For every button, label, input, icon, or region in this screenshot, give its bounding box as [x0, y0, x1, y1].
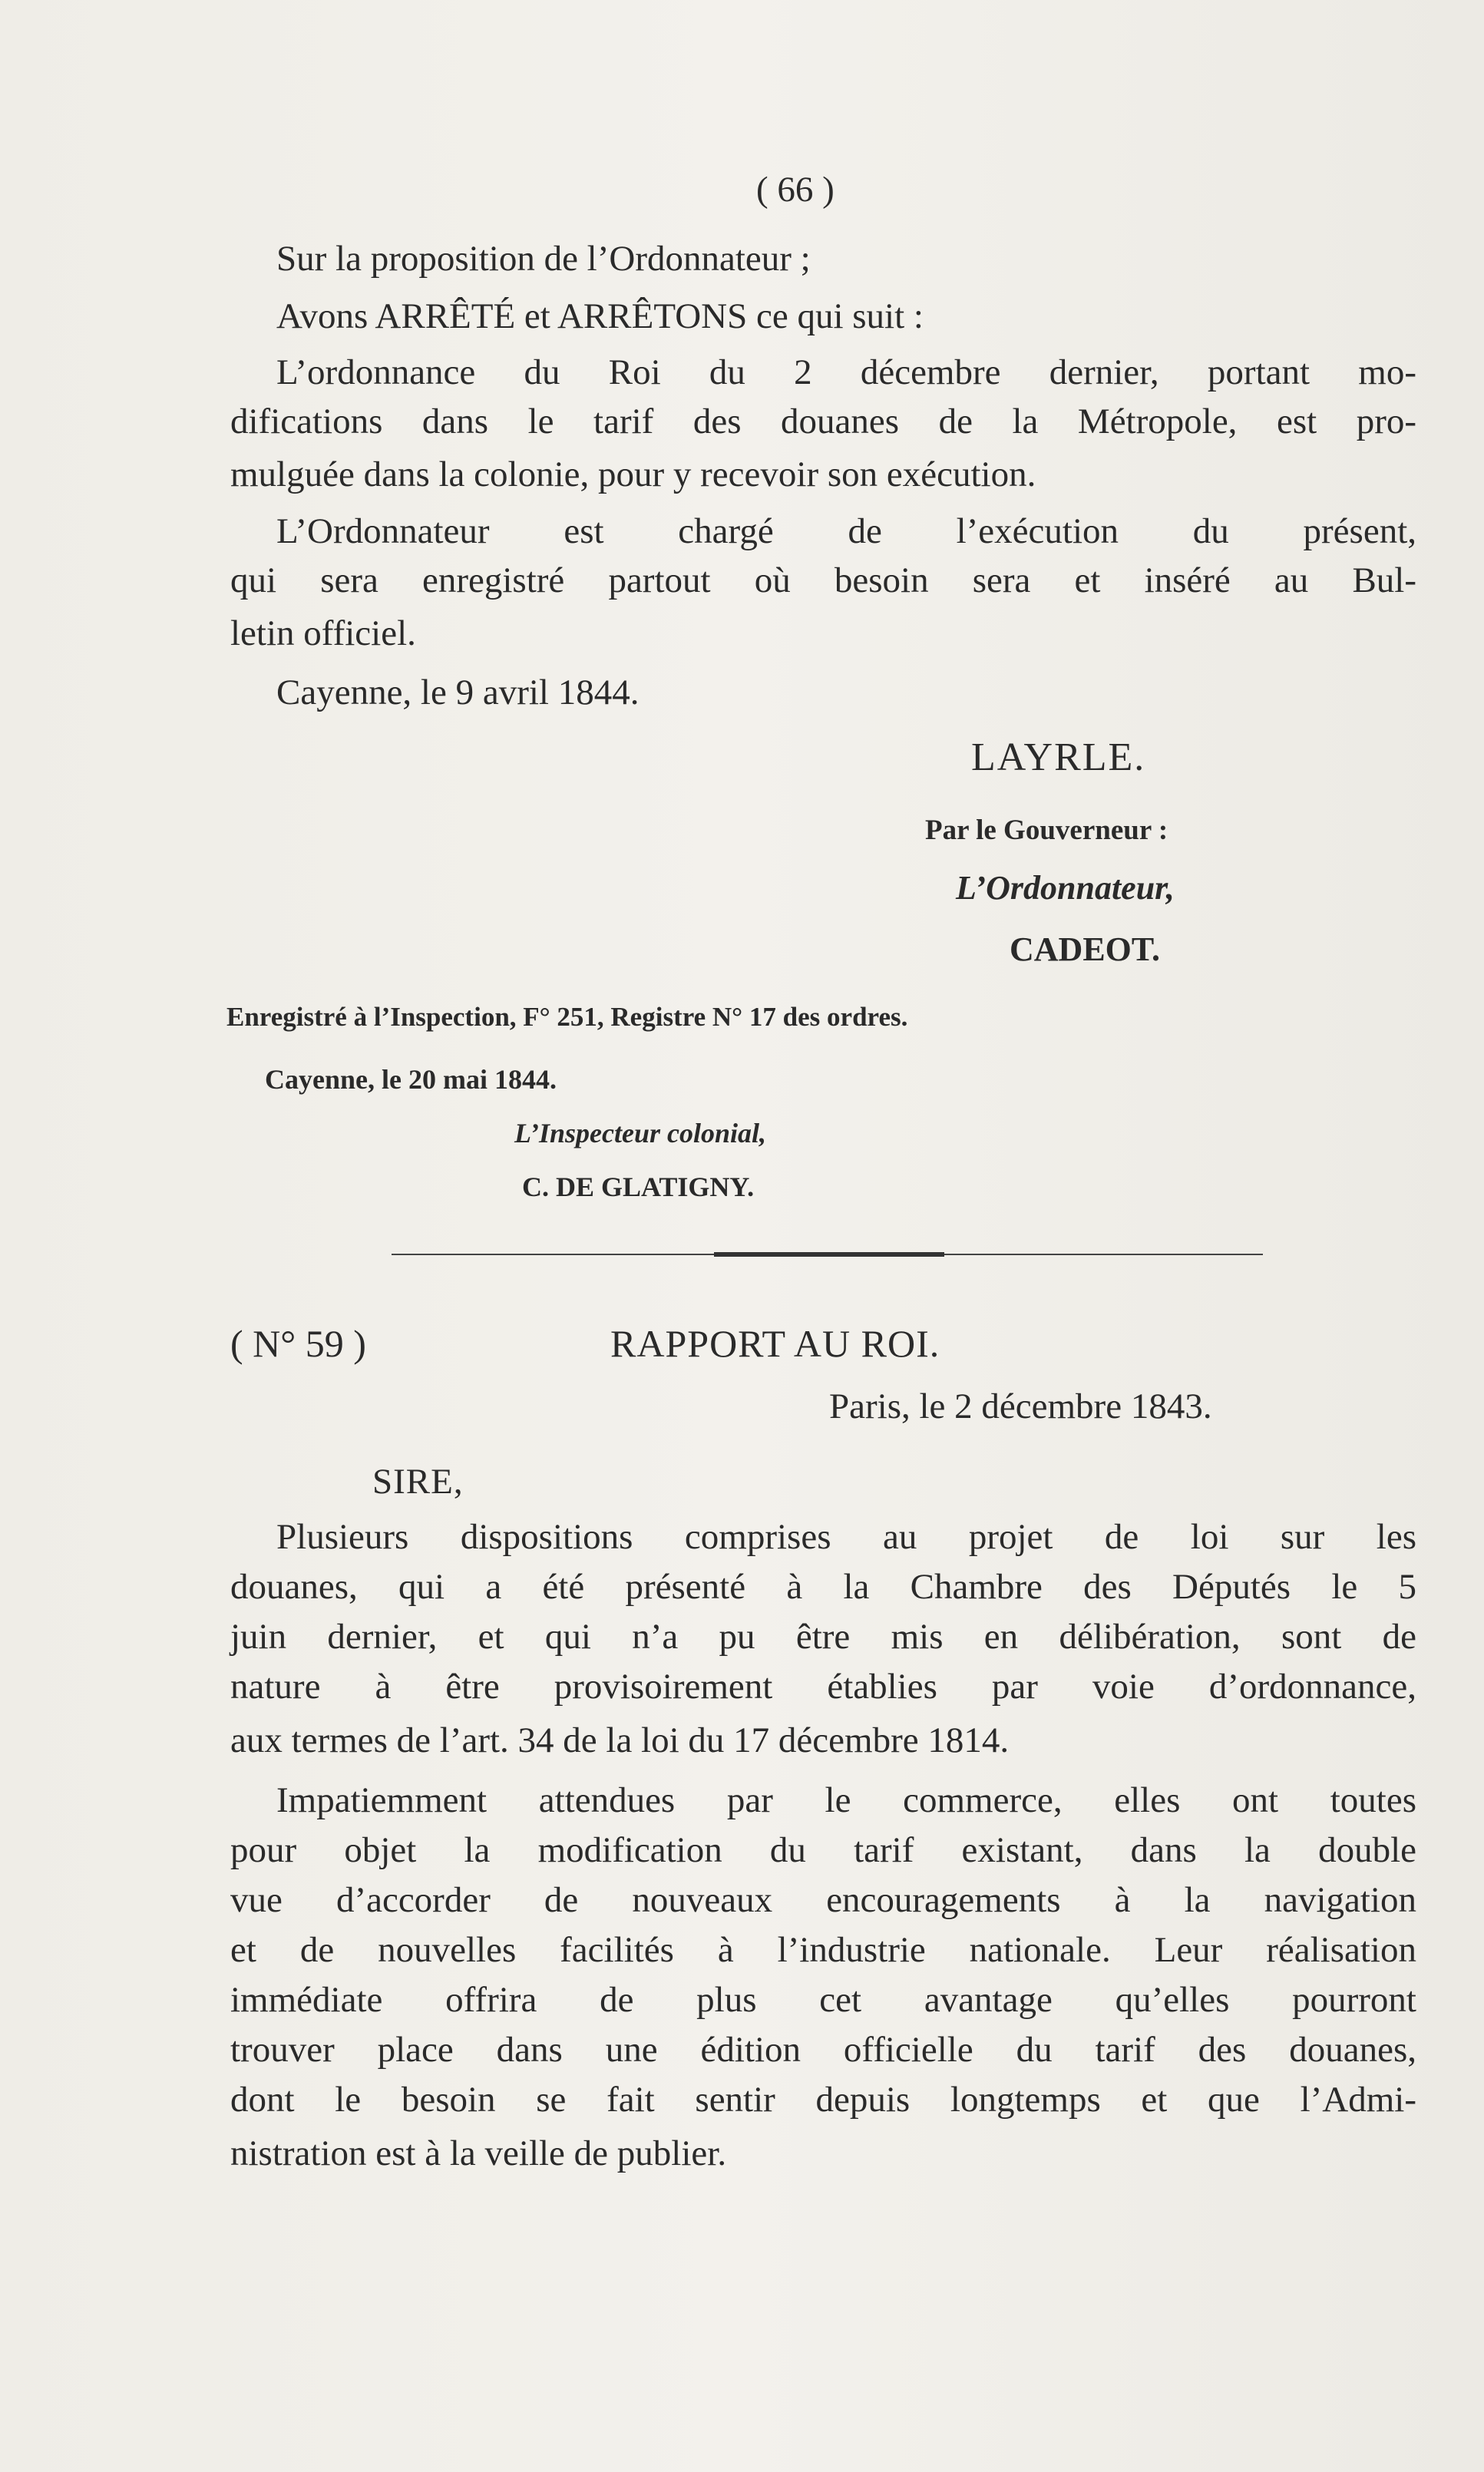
par-le-gouverneur: Par le Gouverneur : [925, 815, 1168, 846]
report-para-2-line-3: vue d’accorder de nouveaux encouragements à la navigation [230, 1880, 1416, 1920]
report-para-2-line-7: dont le besoin se fait sentir depuis longtemps et que l’Admi- [230, 2080, 1416, 2120]
report-para-2-line-4: et de nouvelles facilités à l’industrie nationale. Leur réalisation [230, 1930, 1416, 1970]
separator-rule-center [714, 1252, 944, 1257]
report-para-1-line-4: nature à être provisoirement établies par voie d’ordonnance, [230, 1667, 1416, 1707]
report-dateline: Paris, le 2 décembre 1843. [829, 1386, 1212, 1426]
report-para-2-line-8: nistration est à la veille de publier. [230, 2133, 727, 2173]
registration-date: Cayenne, le 20 mai 1844. [265, 1064, 557, 1095]
arrete-line-2: Avons ARRÊTÉ et ARRÊTONS ce qui suit : [276, 296, 924, 336]
report-title: RAPPORT AU ROI. [610, 1322, 940, 1365]
arrete-date-line: Cayenne, le 9 avril 1844. [276, 673, 640, 712]
report-para-1-line-2: douanes, qui a été présenté à la Chambre des Députés le 5 [230, 1567, 1416, 1607]
report-para-1-line-1: Plusieurs dispositions comprises au projet de loi sur les [276, 1517, 1416, 1557]
arrete-para-1-line-1: L’ordonnance du Roi du 2 décembre dernier, portant mo- [276, 352, 1416, 392]
registration-line: Enregistré à l’Inspection, F° 251, Registre N° 17 des ordres. [226, 1002, 908, 1032]
report-para-2-line-6: trouver place dans une édition officielle du tarif des douanes, [230, 2030, 1416, 2070]
report-para-2-line-5: immédiate offrira de plus cet avantage qu’elles pourront [230, 1980, 1416, 2020]
arrete-line-1: Sur la proposition de l’Ordonnateur ; [276, 239, 811, 279]
report-para-2-line-2: pour objet la modification du tarif existant, dans la double [230, 1830, 1416, 1870]
arrete-para-2-line-1: L’Ordonnateur est chargé de l’exécution du présent, [276, 511, 1416, 551]
page-number: ( 66 ) [756, 170, 835, 210]
signature-layrle: LAYRLE. [971, 735, 1146, 779]
report-para-1-line-3: juin dernier, et qui n’a pu être mis en délibération, sont de [230, 1617, 1416, 1657]
inspector-title: L’Inspecteur colonial, [514, 1118, 767, 1148]
report-number: ( N° 59 ) [230, 1322, 366, 1365]
arrete-para-2-line-3: letin officiel. [230, 613, 416, 653]
arrete-para-1-line-2: difications dans le tarif des douanes de la Métropole, est pro- [230, 402, 1416, 441]
arrete-para-1-line-3: mulguée dans la colonie, pour y recevoir son exécution. [230, 454, 1036, 494]
report-salutation: SIRE, [372, 1462, 464, 1502]
arrete-para-2-line-2: qui sera enregistré partout où besoin sera et inséré au Bul- [230, 560, 1416, 600]
ordonnateur-title: L’Ordonnateur, [956, 869, 1175, 907]
inspector-name: C. DE GLATIGNY. [522, 1172, 755, 1202]
ordonnateur-name: CADEOT. [1010, 930, 1160, 968]
report-para-1-line-5: aux termes de l’art. 34 de la loi du 17 décembre 1814. [230, 1720, 1010, 1760]
report-para-2-line-1: Impatiemment attendues par le commerce, elles ont toutes [276, 1780, 1416, 1820]
